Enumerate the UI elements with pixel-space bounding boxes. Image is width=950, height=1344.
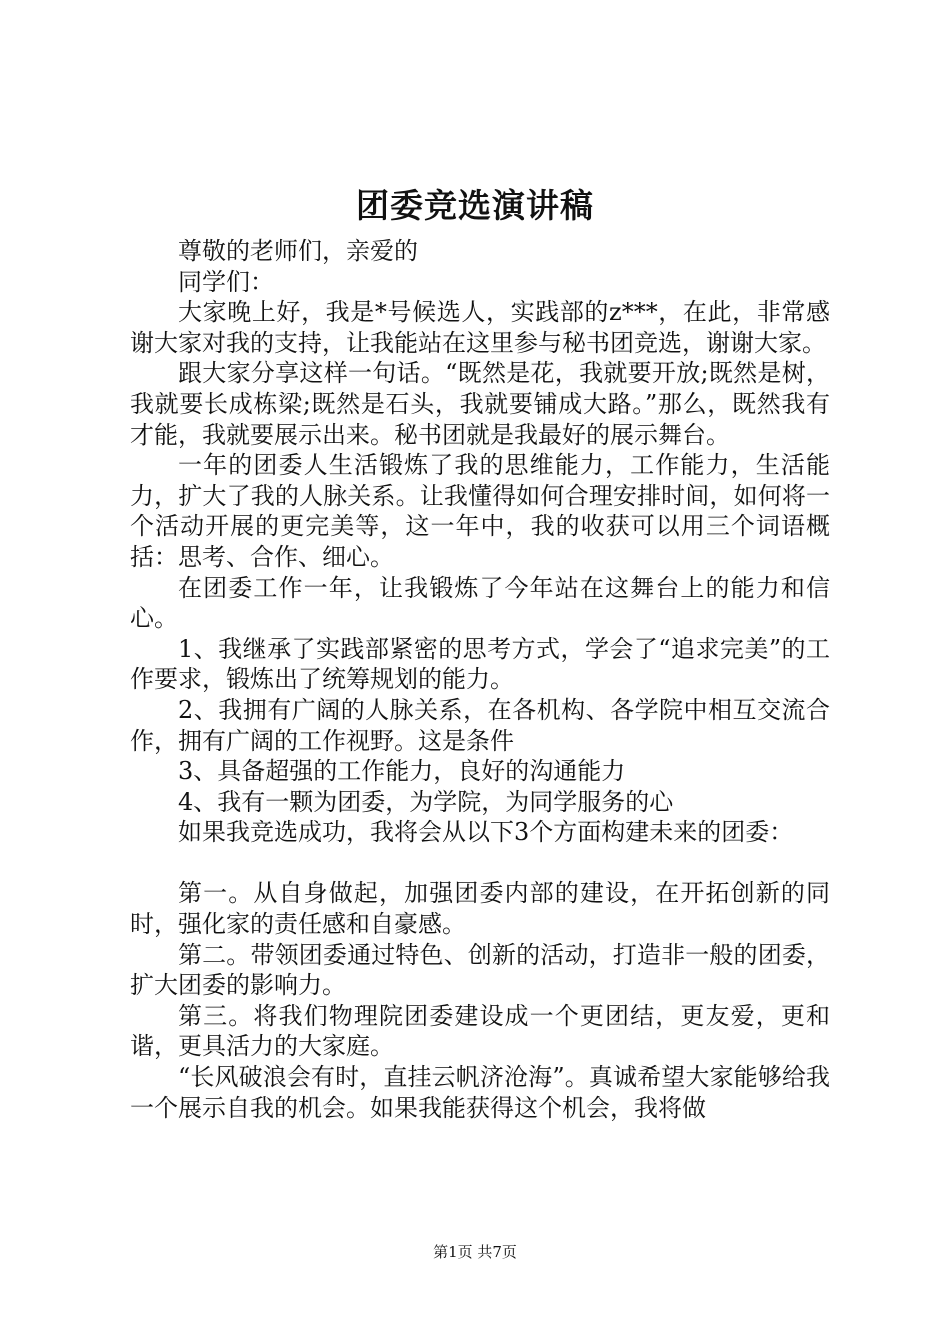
paragraph-plan-intro: 如果我竞选成功，我将会从以下3个方面构建未来的团委：: [178, 818, 794, 847]
plan-item-2: 第二。带领团委通过特色、创新的活动，打造非一般的团委，扩大团委的影响力。: [130, 940, 830, 1000]
document-body: [130, 236, 830, 1123]
list-item-4: 4、我有一颗为团委，为学院，为同学服务的心: [178, 787, 674, 816]
page-footer: 第1页 共7页: [433, 1243, 517, 1261]
salutation-line-1: 尊敬的老师们，亲爱的: [178, 237, 418, 265]
plan-item-1: 第一。从自身做起，加强团委内部的建设，在开拓创新的同时，强化家的责任感和自豪感。: [130, 879, 830, 939]
plan-item-3: 第三。将我们物理院团委建设成一个更团结，更友爱，更和谐，更具活力的大家庭。: [130, 1001, 830, 1061]
paragraph-confidence: 在团委工作一年，让我锻炼了今年站在这舞台上的能力和信心。: [130, 573, 830, 633]
paragraph-experience: 一年的团委人生活锻炼了我的思维能力，工作能力，生活能力，扩大了我的人脉关系。让我懂得如何合理安排时间，如何将一个活动开展的更完美等，这一年中，我的收获可以用三个词语概括：思考、合作、细心。: [130, 451, 830, 571]
document-title: 团委竞选演讲稿: [356, 186, 594, 225]
list-item-2: 2、我拥有广阔的人脉关系，在各机构、各学院中相互交流合作，拥有广阔的工作视野。这是条件: [130, 695, 830, 755]
list-item-1: 1、我继承了实践部紧密的思考方式，学会了“追求完美”的工作要求，锻炼出了统筹规划的能力。: [130, 634, 830, 694]
paragraph-greeting: 大家晚上好，我是*号候选人，实践部的z***，在此，非常感谢大家对我的支持，让我能站在这里参与秘书团竞选，谢谢大家。: [130, 298, 830, 357]
paragraph-closing: “长风破浪会有时，直挂云帆济沧海”。真诚希望大家能够给我一个展示自我的机会。如果我能获得这个机会，我将做: [130, 1063, 830, 1122]
blank-line: [130, 848, 830, 879]
salutation-line-2: 同学们：: [178, 267, 274, 296]
paragraph-quote: 跟大家分享这样一句话。“既然是花，我就要开放;既然是树，我就要长成栋梁;既然是石头，我就要铺成大路。”那么，既然我有才能，我就要展示出来。秘书团就是我最好的展示舞台。: [130, 359, 830, 449]
list-item-3: 3、具备超强的工作能力，良好的沟通能力: [178, 757, 626, 786]
